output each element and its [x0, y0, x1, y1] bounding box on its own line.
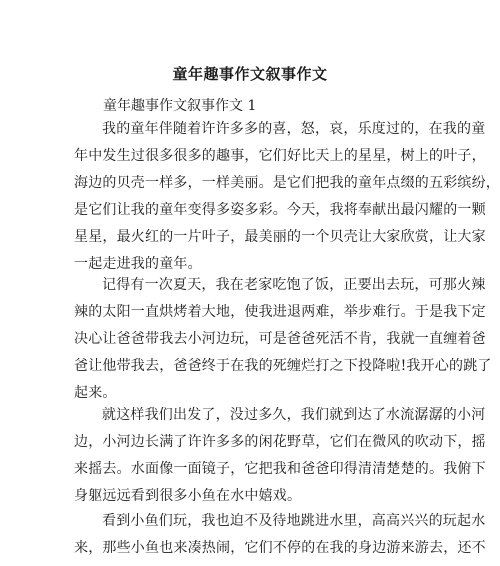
paragraph-line: 是它们让我的童年变得多姿多彩。今天，我将奉献出最闪耀的一颗 — [74, 202, 486, 218]
paragraph-1 — [74, 116, 500, 278]
paragraph-line: 记得有一次夏天，我在老家吃饱了饭，正要出去玩，可那火辣 — [102, 277, 486, 293]
paragraph-line: 星星，最火红的一片叶子，最美丽的一个贝壳让大家欣赏，让大家 — [74, 229, 486, 245]
paragraph-line: 年中发生过很多很多的趣事，它们好比天上的星星，树上的叶子， — [74, 148, 486, 164]
paragraph-line: 决心让爸爸带我去小河边玩，可是爸爸死活不肯，我就一直缠着爸 — [74, 331, 486, 347]
paragraph-line: 我的童年伴随着许许多多的喜，怒，哀，乐度过的，在我的童 — [102, 121, 486, 137]
paragraph-line: 就这样我们出发了，没过多久，我们就到达了水流潺潺的小河 — [102, 407, 486, 423]
document-title: 童年趣事作文叙事作文 — [172, 65, 328, 83]
paragraph-line: 一起走进我的童年。 — [74, 256, 202, 272]
paragraph-line: 身躯远远看到很多小鱼在水中嬉戏。 — [74, 488, 302, 504]
paragraph-line: 边，小河边长满了许许多多的闲花野草，它们在微风的吹动下，摇 — [74, 434, 486, 450]
paragraph-3 — [74, 402, 486, 510]
paragraph-2 — [74, 272, 492, 407]
paragraph-line: 海边的贝壳一样多，一样美丽。是它们把我的童年点缀的五彩缤纷， — [74, 175, 500, 191]
paragraph-line: 起来。 — [74, 385, 117, 401]
paragraph-line: 看到小鱼们玩，我也迫不及待地跳进水里，高高兴兴的玩起水 — [102, 513, 486, 529]
document-subtitle: 童年趣事作文叙事作文 1 — [103, 98, 257, 114]
paragraph-line: 来摇去。水面像一面镜子，它把我和爸爸印得清清楚楚的。我俯下 — [74, 461, 486, 477]
paragraph-line: 来，那些小鱼也来凑热闹，它们不停的在我的身边游来游去，还不 — [74, 540, 486, 556]
paragraph-line: 爸让他带我去，爸爸终于在我的死缠烂打之下投降啦!我开心的跳了 — [74, 358, 492, 374]
paragraph-4 — [74, 508, 486, 562]
paragraph-line: 辣的太阳一直烘烤着大地，使我进退两难，举步难行。于是我下定 — [74, 304, 486, 320]
